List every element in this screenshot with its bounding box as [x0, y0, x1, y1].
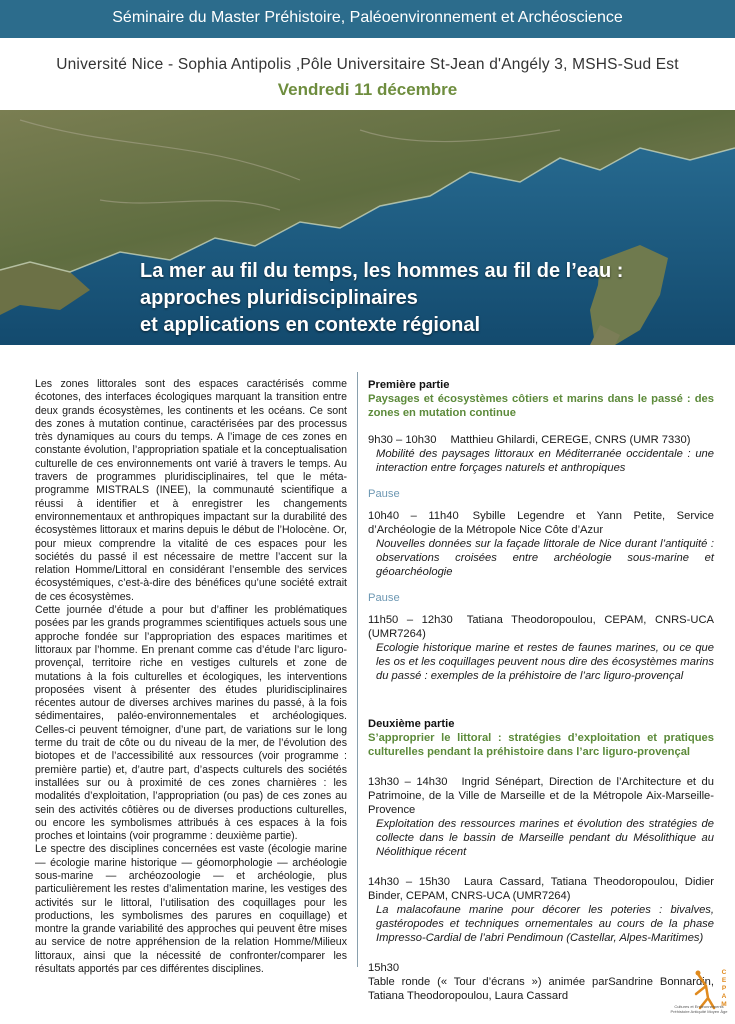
intro-paragraph-1: Les zones littorales sont des espaces caractérisés comme écotones, des interfaces écologiques marquant la transition entre deux grands écosystèmes, les continents et les océans. Ce sont des zones à mutation continue, caractérisées par des processus très dynamiques au cours du temps. A l’image de ces zones en constante évolution, l’appropriation spatiale et la conceptualisation culturelle de ces environnements ont varié à travers le temps. Au travers de programmes pluridisciplinaires, tel que le méta-programme MISTRALS (INEE), la communauté scientifique a réussi à identifier et à enregistrer les changements environnementaux et anthropiques impactant sur la durabilité des écosystèmes littoraux et marins depuis le début de l’Holocène. Or, pour mieux comprendre la vitalité de ces espaces pour les sociétés du passé il est nécessaire de mettre l’accent sur la relation Homme/Littoral en considérant l’ensemble des services écosystémiques, c’est-à-dire des bénéfices qu’une société extrait de ces écosystèmes.	[35, 378, 347, 603]
slot-time: 11h50 – 12h30	[368, 614, 453, 626]
slot-speaker: Sybille Legendre et Yann Petite, Service d’Archéologie de la Métropole Nice Côte d’Azur	[368, 510, 714, 536]
title-line-1: La mer au fil du temps, les hommes au fil de l’eau :	[140, 260, 624, 282]
intro-paragraph-3: Le spectre des disciplines concernées est vaste (écologie marine — écologie marine historique — géomorphologie — archéologie sous-marine — archéozoologie — et archéologie, plus particulièrement les restes d’alimentation marine, les vestiges des activités sur le littoral, l’utilisation des coquillages pour les productions, les symbolismes des parures en coquillage) et montre la grande variabilité des approches qui peuvent être mises au service de notre appréhension de la relation Homme/Milieux littoraux, ainsi que la nécessité de confronter/comparer les résultats apportés par ces différentes disciplines.	[35, 843, 347, 976]
svg-text:E: E	[721, 977, 727, 984]
slot-talk-title: La malacofaune marine pour décorer les poteries : bivalves, gastéropodes et techniques ornementales au cours de la phase Impresso-Cardial de l’abri Pendimoun (Castellar, Alpes-Maritimes)	[376, 904, 714, 944]
slot-talk-title: Mobilité des paysages littoraux en Méditerranée occidentale : une interaction entre forçages naturels et anthropiques	[376, 448, 714, 474]
program-slot	[368, 613, 714, 683]
intro-text	[35, 378, 347, 976]
part1-heading: Première partie	[368, 379, 450, 391]
svg-text:P: P	[721, 985, 727, 992]
venue-line: Université Nice - Sophia Antipolis ,Pôle Universitaire St-Jean d'Angély 3, MSHS-Sud Est	[56, 56, 679, 73]
slot-time: 14h30 – 15h30	[368, 876, 451, 888]
program-slot	[368, 433, 714, 475]
svg-text:M: M	[721, 1001, 727, 1008]
seminar-title: Séminaire du Master Préhistoire, Paléoenvironnement et Archéoscience	[112, 9, 623, 26]
title-line-2: approches pluridisciplinaires	[140, 287, 418, 309]
slot-time: 10h40 – 11h40	[368, 510, 459, 522]
svg-text:C: C	[721, 969, 727, 976]
program-slot	[368, 961, 714, 1003]
part1-subtitle: Paysages et écosystèmes côtiers et marins dans le passé : des zones en mutation continue	[368, 393, 714, 419]
program	[368, 378, 714, 1003]
column-divider	[357, 372, 358, 967]
part2-section	[368, 717, 714, 1003]
slot-time: 13h30 – 14h30	[368, 776, 448, 788]
program-slot	[368, 509, 714, 579]
slot-speaker: Tatiana Theodoropoulou, CEPAM, CNRS-UCA (UMR7264)	[368, 614, 714, 640]
event-date: Vendredi 11 décembre	[277, 80, 458, 99]
slot-time: 15h30	[368, 962, 400, 974]
part2-heading: Deuxième partie	[368, 718, 455, 730]
logo-subtext: Cultures et Environnements Préhistoire Antiquité Moyen Âge	[670, 1004, 728, 1014]
svg-text:A: A	[721, 993, 727, 1000]
program-slot	[368, 875, 714, 945]
slot-time: 9h30 – 10h30	[368, 434, 437, 446]
intro-paragraph-2: Cette journée d’étude a pour but d’affiner les problématiques posées par les grands programmes scientifiques actuels sous une approche fondée sur l’appropriation des espaces maritimes et littoraux par l’homme. En prenant comme cas d’étude l’arc liguro-provençal, territoire riche en vestiges culturels et zone de mutations à la fois culturelles et écologiques, les interventions proposées visent à présenter des études pluridisciplinaires récentes autour de diverses archives marines du passé, à la fois sédimentaires, paléo-environnementales et archéologiques. Celles-ci peuvent témoigner, d’une part, de variations sur le long terme du trait de côte ou du niveau de la mer, de l’évolution des biotopes et de l’accessibilité aux ressources (voir programme : première partie) et, d’autre part, d’aspects culturels des sociétés installées sur ou à proximité de ces zones charnières : les modalités d’exploitation, l’appropriation (ou pas) de ces zones au sein des activités côtières ou de diverses productions culturelles, ou encore les symbolismes attribués à ces espaces à la fois proches et lointains (voir programme : deuxième partie).	[35, 604, 347, 843]
slot-speaker: Ingrid Sénépart, Direction de l’Architecture et du Patrimoine, de la Ville de Marseille et de la Métropole Aix-Marseille-Provence	[368, 776, 714, 816]
part2-subtitle: S’approprier le littoral : stratégies d’exploitation et pratiques culturelles pendant la préhistoire dans l’arc liguro-provençal	[368, 732, 714, 758]
slot-talk-title: Ecologie historique marine et restes de faunes marines, ou ce que les os et les coquillages peuvent nous dire des écosystèmes marins du passé : exemples de la préhistoire de l’arc liguro-provençal	[376, 642, 714, 682]
slot-talk-title: Exploitation des ressources marines et évolution des stratégies de collecte dans le bassin de Marseille pendant du Mésolithique au Néolithique récent	[376, 818, 714, 858]
program-slot	[368, 775, 714, 859]
slot-talk-title: Nouvelles données sur la façade littorale de Nice durant l’antiquité : observations croisées entre archéologie sous-marine et géoarchéologie	[376, 538, 714, 578]
top-banner	[0, 0, 735, 38]
slot-speaker: Table ronde (« Tour d’écrans ») animée parSandrine Bonnardin, Tatiana Theodoropoulou, Laura Cassard	[368, 976, 714, 1002]
pause-label: Pause	[368, 592, 400, 604]
pause-label: Pause	[368, 488, 400, 500]
event-title	[140, 258, 700, 339]
slot-speaker: Matthieu Ghilardi, CEREGE, CNRS (UMR 7330)	[450, 434, 691, 446]
slot-speaker: Laura Cassard, Tatiana Theodoropoulou, Didier Binder, CEPAM, CNRS-UCA (UMR7264)	[368, 876, 714, 902]
title-line-3: et applications en contexte régional	[140, 314, 481, 336]
